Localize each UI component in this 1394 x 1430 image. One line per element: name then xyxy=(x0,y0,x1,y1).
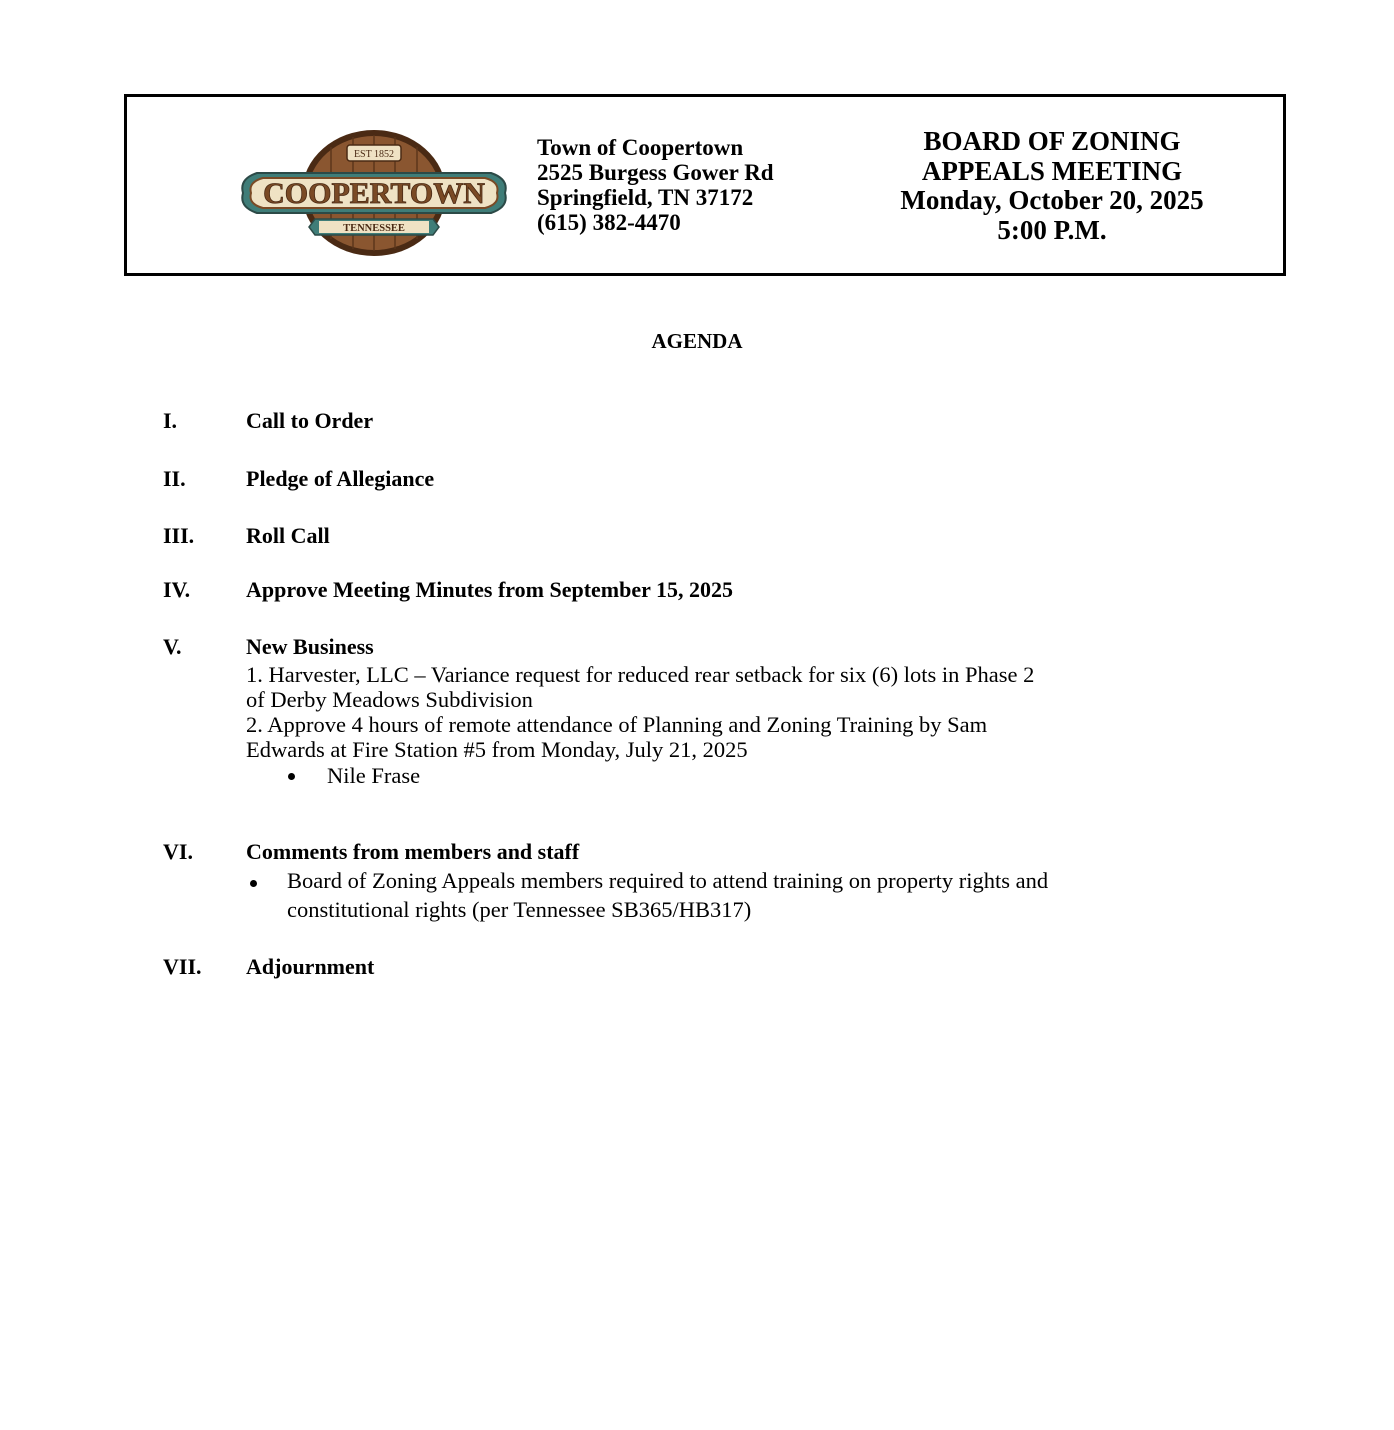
new-business-item-2-line-1: 2. Approve 4 hours of remote attendance of Planning and Zoning Training by Sam xyxy=(246,712,988,737)
new-business-item-2-line-2: Edwards at Fire Station #5 from Monday, July 21, 2025 xyxy=(246,737,748,762)
item-number: VI. xyxy=(163,839,193,864)
item-number: IV. xyxy=(163,577,191,602)
address-line-city: Springfield, TN 37172 xyxy=(537,185,754,210)
address-line-street: 2525 Burgess Gower Rd xyxy=(537,160,774,185)
bullet-icon xyxy=(250,880,257,887)
item-number: I. xyxy=(163,408,178,433)
new-business-bullet-nile-frase: Nile Frase xyxy=(327,763,421,788)
bullet-icon xyxy=(288,773,295,780)
item-title-roll-call: Roll Call xyxy=(246,523,330,548)
new-business-item-1-line-2: of Derby Meadows Subdivision xyxy=(246,687,533,712)
meeting-title-line1: BOARD OF ZONING xyxy=(923,126,1181,156)
comments-bullet-line-1: Board of Zoning Appeals members required to attend training on property rights and xyxy=(287,868,1049,893)
meeting-info xyxy=(857,127,1247,245)
header-box xyxy=(124,94,1286,276)
address-line-phone: (615) 382-4470 xyxy=(537,210,681,235)
logo-est-text: EST 1852 xyxy=(353,149,395,160)
item-title-approve-minutes: Approve Meeting Minutes from September 15, 2025 xyxy=(246,577,733,602)
item-number: VII. xyxy=(163,954,202,979)
meeting-date: Monday, October 20, 2025 xyxy=(900,185,1204,215)
item-number: III. xyxy=(163,523,195,548)
item-title-comments: Comments from members and staff xyxy=(246,839,580,864)
town-address xyxy=(537,135,774,235)
meeting-time: 5:00 P.M. xyxy=(997,214,1107,245)
meeting-title-line2: APPEALS MEETING xyxy=(921,155,1183,186)
item-title-pledge: Pledge of Allegiance xyxy=(246,466,435,491)
address-line-town: Town of Coopertown xyxy=(537,135,744,160)
item-title-adjournment: Adjournment xyxy=(246,954,375,979)
item-title-new-business: New Business xyxy=(246,634,374,659)
coopertown-logo xyxy=(233,127,515,259)
item-number: V. xyxy=(163,634,182,659)
logo-name-text: COOPERTOWN xyxy=(263,177,485,210)
agenda-title: AGENDA xyxy=(651,329,743,353)
item-title-call-to-order: Call to Order xyxy=(246,408,374,433)
comments-bullet-line-2: constitutional rights (per Tennessee SB365/HB317) xyxy=(287,897,752,922)
new-business-item-1-line-1: 1. Harvester, LLC – Variance request for reduced rear setback for six (6) lots in Phase 2 xyxy=(246,662,1035,687)
logo-state-text: TENNESSEE xyxy=(343,223,405,234)
item-number: II. xyxy=(163,466,186,491)
